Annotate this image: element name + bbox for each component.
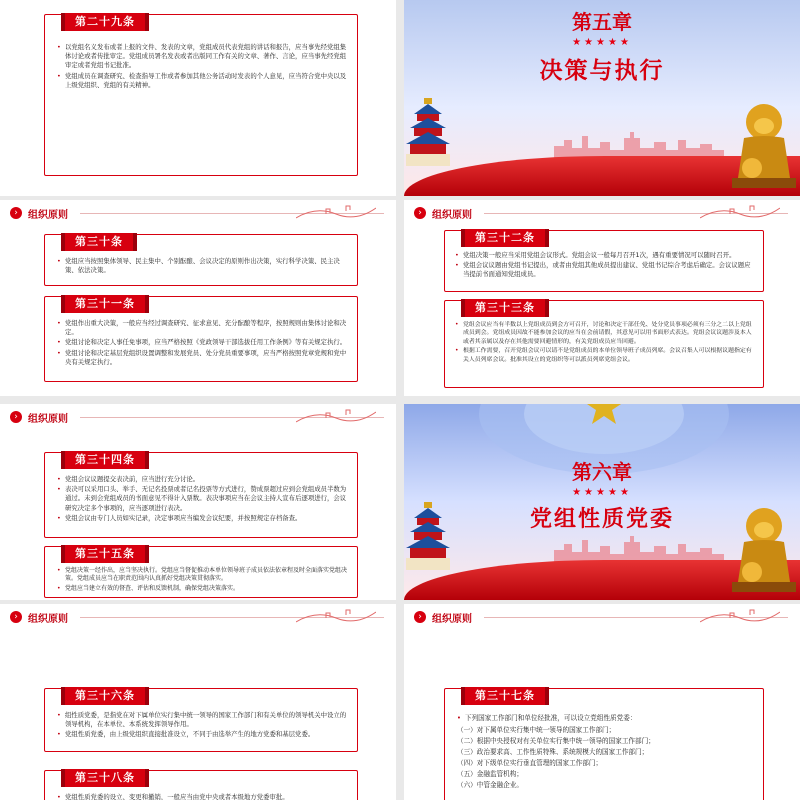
list-item: • 党组决策一般应当采用党组会议形式。党组会议一般每月召开1次，遇有重要情况可以随时召开。 xyxy=(455,251,736,259)
list-item: • 以党组名义发布或者上报的文件、发表的文章，党组成员代表党组的讲话和报告，应当事先经党组集体讨论或者传批审定。党组成员署名发表或者出版同工作有关的文章、著作、言论，应当事先经党组审定或者党组书记批准。 xyxy=(57,43,347,70)
section-header xyxy=(0,200,396,226)
article-text xyxy=(57,475,347,524)
list-item: （六）中管金融企业。 xyxy=(457,781,523,789)
list-item: （五）金融监管机构； xyxy=(457,770,523,778)
list-item: （二）根据中央授权对有关单位实行集中统一领导的国家工作部门； xyxy=(457,737,655,745)
list-item: • 组性质党委，是指党在对下属单位实行集中统一领导的国家工作部门和有关单位的领导机关中设立的领导机构，在本单位、本系统发挥领导作用。 xyxy=(57,711,347,729)
article-text xyxy=(57,257,347,276)
article-title: 第二十九条 xyxy=(65,13,145,31)
list-item: • 党组讨论和决定人事任免事项，应当严格按照《党政领导干部选拔任用工作条例》等有关规定执行。 xyxy=(57,338,347,347)
article-box xyxy=(44,14,358,176)
article-box xyxy=(44,234,358,286)
list-item: • 下列国家工作部门和单位经批准，可以设立党组性质党委： xyxy=(457,714,637,722)
slide-chapter-5[interactable] xyxy=(404,0,800,196)
article-text xyxy=(455,321,755,365)
article-text xyxy=(57,319,347,368)
article-box xyxy=(44,546,358,598)
chevron-right-icon: › xyxy=(10,207,22,219)
list-item: • 党组会议应当有半数以上党组成员到会方可召开，讨论和决定干部任免、处分党员事项必须有三分之二以上党组成员到会。党组成员因故不能参加会议的应当在会前请假，其意见可以用书面形式表达。党组会议议题涉及本人或者其亲属以及存在其他需要回避情形的，有关党组成员应当回避。 xyxy=(455,322,752,345)
article-title: 第三十七条 xyxy=(465,687,545,705)
section-header xyxy=(404,604,800,630)
list-item: • 党组作出重大决策，一般应当经过调查研究、征求意见、充分酝酿等程序，按照规则由集体讨论和决定。 xyxy=(57,319,347,337)
stars-decoration: ★★★★★ xyxy=(572,37,632,48)
section-header xyxy=(0,404,396,430)
article-text xyxy=(57,43,347,91)
section-header xyxy=(404,200,800,226)
article-text xyxy=(455,251,755,281)
chevron-right-icon: › xyxy=(414,207,426,219)
list-item: • 党组性质党委的设立、变更和撤销，一般应当由党中央或者本级地方党委审批。 xyxy=(57,793,289,800)
slide-article-37[interactable] xyxy=(404,604,800,800)
list-item: • 根据工作需要，召开党组会议可以请不是党组成员的本单位领导班子成员列席。会议召集人可以根据议题指定有关人员列席会议。批准其设立的党组织等可以派员列席党组会议。 xyxy=(455,348,752,363)
slide-articles-32-33[interactable] xyxy=(404,200,800,396)
great-wall-ornament-icon xyxy=(700,202,780,222)
article-title: 第三十二条 xyxy=(465,229,545,247)
list-item: • 党组会议议题由党组书记提出，或者由党组其他成员提出建议、党组书记综合考虑后确定。会议议题应当提前书面通知党组成员。 xyxy=(455,261,751,279)
article-box xyxy=(444,300,764,388)
temple-of-heaven-icon xyxy=(406,96,450,166)
article-box xyxy=(444,230,764,292)
article-text xyxy=(57,567,347,594)
article-box xyxy=(444,688,764,800)
article-text xyxy=(457,713,757,791)
article-title: 第三十六条 xyxy=(65,687,145,705)
list-item: （三）政治要求高、工作性质特殊、系统规模大的国家工作部门； xyxy=(457,748,649,756)
section-label: 组织原则 xyxy=(28,210,68,221)
list-item: • 党组会议议题提交表决前，应当进行充分讨论。 xyxy=(57,475,200,483)
list-item: • 党组应当建立有效的督查、评估和反馈机制，确保党组决策落实。 xyxy=(57,584,240,592)
list-item: • 表决可以采用口头、举手、无记名投票或者记名投票等方式进行，赞成票超过应到会党组成员半数为通过。未到会党组成员的书面意见不得计入票数。表决事项应当在会议主持人宣布后逐项进行，会议研究决定多个事项的，应当逐项进行表决。 xyxy=(57,485,347,512)
great-wall-ornament-icon xyxy=(296,606,376,626)
chapter-number: 第六章 xyxy=(572,460,632,484)
chapter-title: 决策与执行 xyxy=(539,58,665,84)
article-title: 第三十三条 xyxy=(465,299,545,317)
article-box xyxy=(44,296,358,382)
chevron-right-icon: › xyxy=(10,411,22,423)
chapter-number: 第五章 xyxy=(572,10,632,34)
temple-of-heaven-icon xyxy=(406,500,450,570)
list-item: • 党组决策一经作出，应当坚决执行。党组应当督促推动本单位领导班子成员依法依章程及时全面落实党组决策。党组成员应当在职责范围内认真抓好党组决策贯彻落实。 xyxy=(57,567,348,583)
golden-lion-icon xyxy=(728,98,798,188)
article-text xyxy=(57,793,347,800)
list-item: • 党组性质党委，由上级党组织直接批准设立，不同于由选举产生的地方党委和基层党委。 xyxy=(57,730,315,739)
slide-chapter-6[interactable] xyxy=(404,404,800,600)
city-skyline-icon xyxy=(554,532,724,562)
article-box xyxy=(44,452,358,538)
article-title: 第三十八条 xyxy=(65,769,145,787)
golden-lion-icon xyxy=(728,502,798,592)
section-label: 组织原则 xyxy=(28,414,68,425)
list-item: • 党组应当按照集体领导、民主集中、个别酝酿、会议决定的原则作出决策，实行科学决策、民主决策、依法决策。 xyxy=(57,257,340,275)
article-box xyxy=(44,770,358,800)
list-item: • 党组会议由专门人员如实记录，决定事项应当编发会议纪要，并按照规定存档备查。 xyxy=(57,513,302,522)
article-title: 第三十五条 xyxy=(65,545,145,563)
great-wall-ornament-icon xyxy=(700,606,780,626)
stars-decoration: ★★★★★ xyxy=(572,487,632,498)
section-header xyxy=(0,604,396,630)
section-label: 组织原则 xyxy=(432,614,472,625)
slide-articles-36-38[interactable] xyxy=(0,604,396,800)
list-item: （一）对下属单位实行集中统一领导的国家工作部门； xyxy=(457,726,616,734)
slide-articles-30-31[interactable] xyxy=(0,200,396,396)
slide-articles-34-35[interactable] xyxy=(0,404,396,600)
chevron-right-icon: › xyxy=(414,611,426,623)
section-label: 组织原则 xyxy=(432,210,472,221)
article-box xyxy=(44,688,358,752)
slide-article-29[interactable] xyxy=(0,0,396,196)
article-title: 第三十条 xyxy=(65,233,133,251)
article-text xyxy=(57,711,347,741)
chapter-title: 党组性质党委 xyxy=(529,507,674,532)
great-wall-ornament-icon xyxy=(296,202,376,222)
article-title: 第三十一条 xyxy=(65,295,145,313)
city-skyline-icon xyxy=(554,128,724,158)
chevron-right-icon: › xyxy=(10,611,22,623)
section-label: 组织原则 xyxy=(28,614,68,625)
great-wall-ornament-icon xyxy=(296,406,376,426)
list-item: （四）对下级单位实行垂直管理的国家工作部门； xyxy=(457,759,603,767)
article-title: 第三十四条 xyxy=(65,451,145,469)
list-item: • 党组成员在调查研究、检查指导工作或者参加其他公务活动时发表的个人意见，应当符合党中央以及上级党组织、党组的有关精神。 xyxy=(57,71,347,89)
list-item: • 党组讨论和决定基层党组织设置调整和发展党员、处分党员重要事项，应当严格按照党章党规和党中央有关规定执行。 xyxy=(57,348,347,366)
